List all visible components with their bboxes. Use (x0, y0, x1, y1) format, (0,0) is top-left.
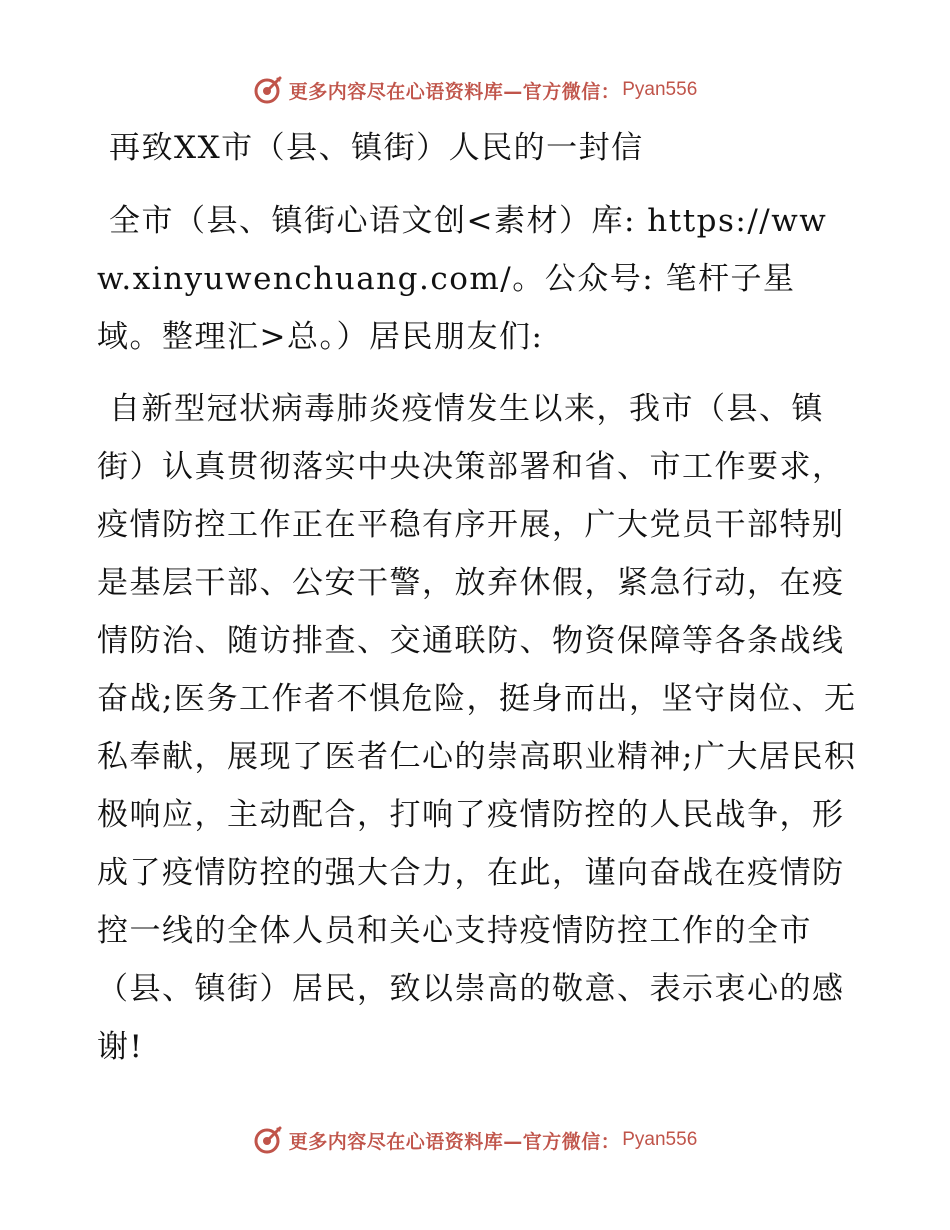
document-paragraph-intro: 全市（县、镇街心语文创<素材）库: https://www.xinyuwenchuang.com/。公众号: 笔杆子星域。整理汇>总。）居民朋友们: (97, 203, 828, 355)
footer-banner-wechat-id: Pyan556 (622, 1129, 698, 1150)
header-banner-text: 更多内容尽在心语资料库—官方微信： (288, 80, 621, 103)
document-paragraph-main: 自新型冠状病毒肺炎疫情发生以来，我市（县、镇街）认真贯彻落实中央决策部署和省、市工作要求，疫情防控工作正在平稳有序开展，广大党员干部特别是基层干部、公安干警，放弃休假，紧急行动，在疫情防治、随访排查、交通联防、物资保障等各条战线奋战;医务工作者不惧危险，挺身而出，坚守岗位、无私奉献，展现了医者仁心的崇高职业精神;广大居民积极响应，主动配合，打响了疫情防控的人民战争，形成了疫情防控的强大合力，在此，谨向奋战在疫情防控一线的全体人员和关心支持疫情防控工作的全市（县、镇街）居民，致以崇高的敬意、表示衷心的感谢! (97, 391, 857, 1065)
pen-circle-logo-icon (253, 75, 283, 105)
footer-banner-text: 更多内容尽在心语资料库—官方微信： (288, 1130, 621, 1153)
document-title: 再致XX市（县、镇街）人民的一封信 (109, 130, 644, 166)
header-watermark-banner (0, 70, 950, 110)
header-banner-wechat-id: Pyan556 (622, 79, 698, 100)
pen-circle-logo-icon (253, 1125, 283, 1155)
footer-watermark-banner (0, 1120, 950, 1160)
document-body (97, 124, 857, 1076)
